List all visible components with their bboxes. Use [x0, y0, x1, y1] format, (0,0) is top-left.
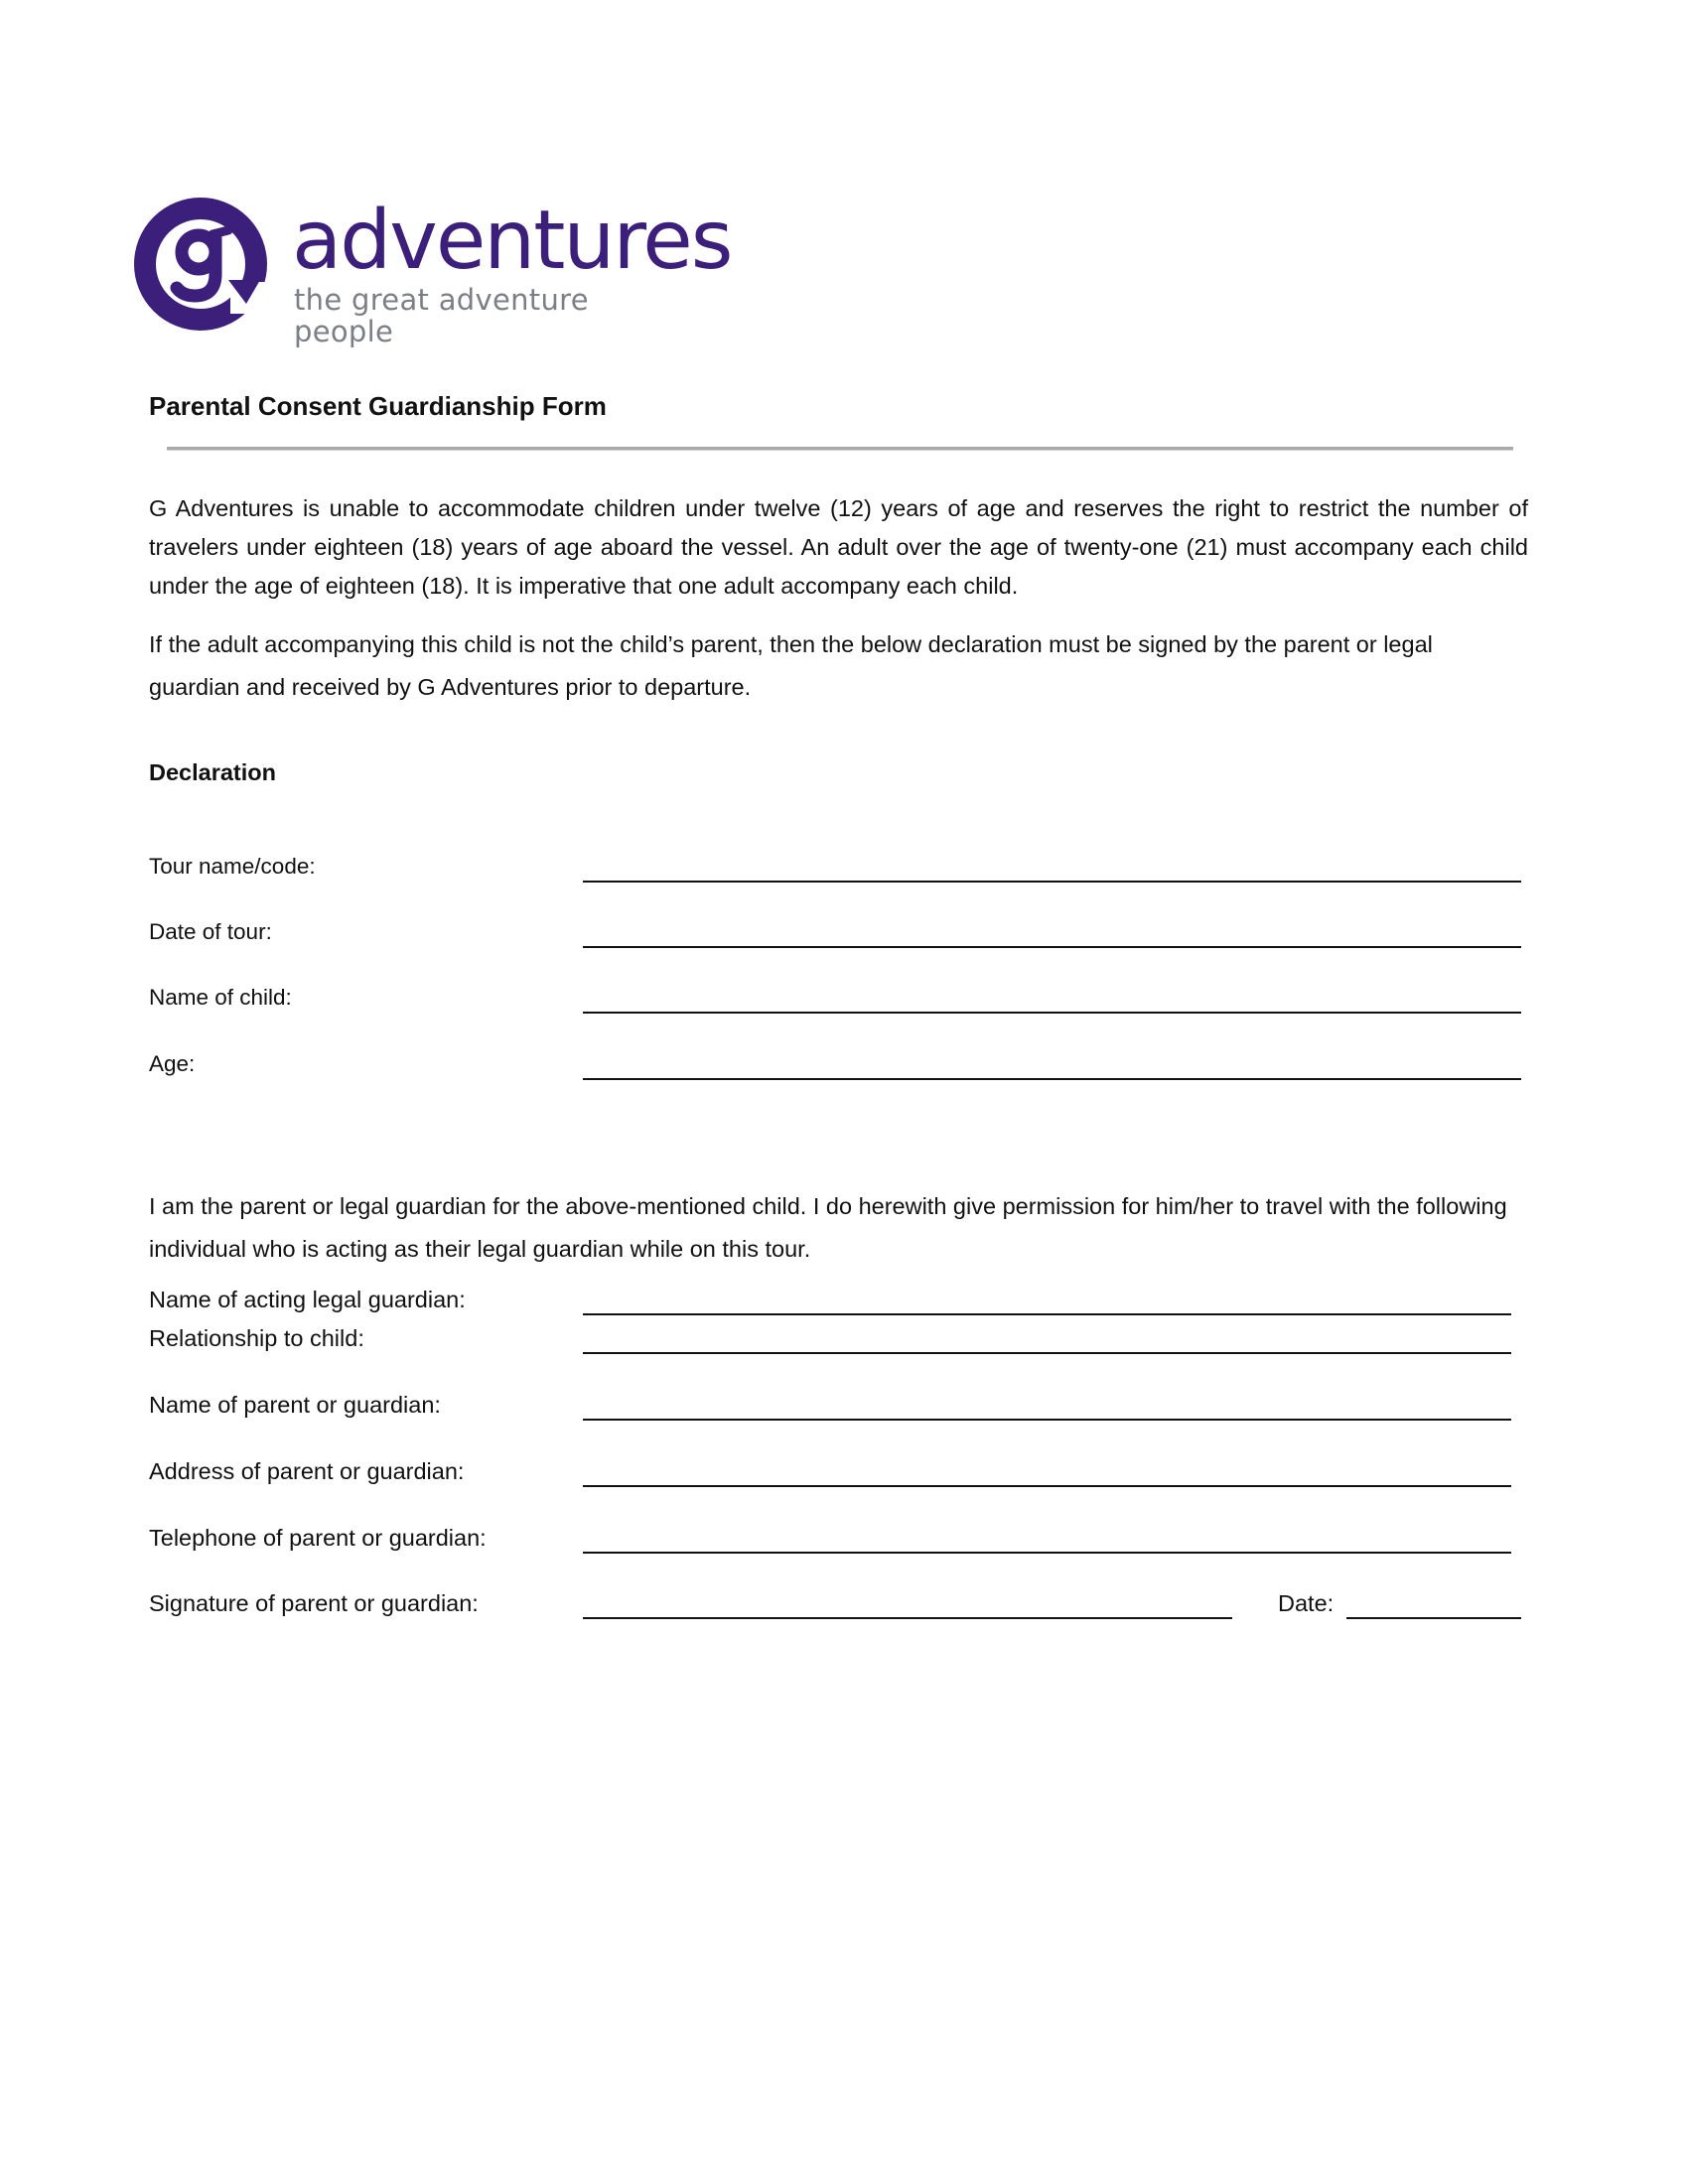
logo-tagline: the great adventure people: [294, 283, 589, 348]
parent-signature-field[interactable]: [149, 1588, 1529, 1628]
form-title: Parental Consent Guardianship Form: [149, 391, 607, 421]
parent-signature-input-line[interactable]: [583, 1617, 1232, 1619]
parent-telephone-field[interactable]: [149, 1523, 1529, 1563]
name-of-child-label: Name of child:: [149, 985, 292, 1010]
parent-address-field[interactable]: [149, 1456, 1529, 1496]
g-logo-icon: [133, 197, 268, 332]
acting-guardian-input-line[interactable]: [583, 1313, 1511, 1315]
acting-guardian-label: Name of acting legal guardian:: [149, 1287, 466, 1312]
signature-date-input-line[interactable]: [1346, 1617, 1521, 1619]
age-field[interactable]: [149, 1049, 1529, 1089]
age-label: Age:: [149, 1051, 196, 1076]
relationship-label: Relationship to child:: [149, 1325, 364, 1351]
tour-name-field[interactable]: [149, 852, 1529, 891]
parent-name-label: Name of parent or guardian:: [149, 1392, 441, 1418]
declaration-heading: Declaration: [149, 759, 276, 785]
permission-paragraph: I am the parent or legal guardian for the above-mentioned child. I do herewith give permission for him/her to travel with the following individual who is acting as their legal guardian while on this tour.: [149, 1193, 1507, 1262]
age-input-line[interactable]: [583, 1078, 1521, 1080]
acting-guardian-field[interactable]: [149, 1285, 1529, 1324]
date-of-tour-field[interactable]: [149, 917, 1529, 957]
parent-address-input-line[interactable]: [583, 1485, 1511, 1487]
tour-name-input-line[interactable]: [583, 881, 1521, 883]
company-logo: [133, 194, 732, 348]
name-of-child-input-line[interactable]: [583, 1012, 1521, 1014]
intro-paragraph-2: If the adult accompanying this child is not the child’s parent, then the below declaration must be signed by the parent or legal guardian and received by G Adventures prior to departure.: [149, 631, 1433, 700]
parent-name-input-line[interactable]: [583, 1419, 1511, 1421]
date-of-tour-input-line[interactable]: [583, 946, 1521, 948]
parent-signature-label: Signature of parent or guardian:: [149, 1590, 479, 1616]
logo-wordmark: adventures: [292, 194, 732, 288]
parent-telephone-input-line[interactable]: [583, 1552, 1511, 1554]
parent-address-label: Address of parent or guardian:: [149, 1458, 465, 1484]
relationship-input-line[interactable]: [583, 1352, 1511, 1354]
parent-telephone-label: Telephone of parent or guardian:: [149, 1525, 487, 1551]
signature-date-label: Date:: [1278, 1590, 1335, 1616]
date-of-tour-label: Date of tour:: [149, 919, 272, 944]
name-of-child-field[interactable]: [149, 983, 1529, 1023]
tour-name-label: Tour name/code:: [149, 854, 316, 879]
title-divider: [167, 447, 1513, 451]
intro-paragraph-1: G Adventures is unable to accommodate children under twelve (12) years of age and reserves the right to restrict the number of travelers under eighteen (18) years of age aboard the vessel. An adult over the age of twenty-one (21) must accompany each child under the age of eighteen (18). It is imperative that one adult accompany each child.: [149, 495, 1528, 599]
relationship-field[interactable]: [149, 1323, 1529, 1363]
parent-name-field[interactable]: [149, 1390, 1529, 1430]
